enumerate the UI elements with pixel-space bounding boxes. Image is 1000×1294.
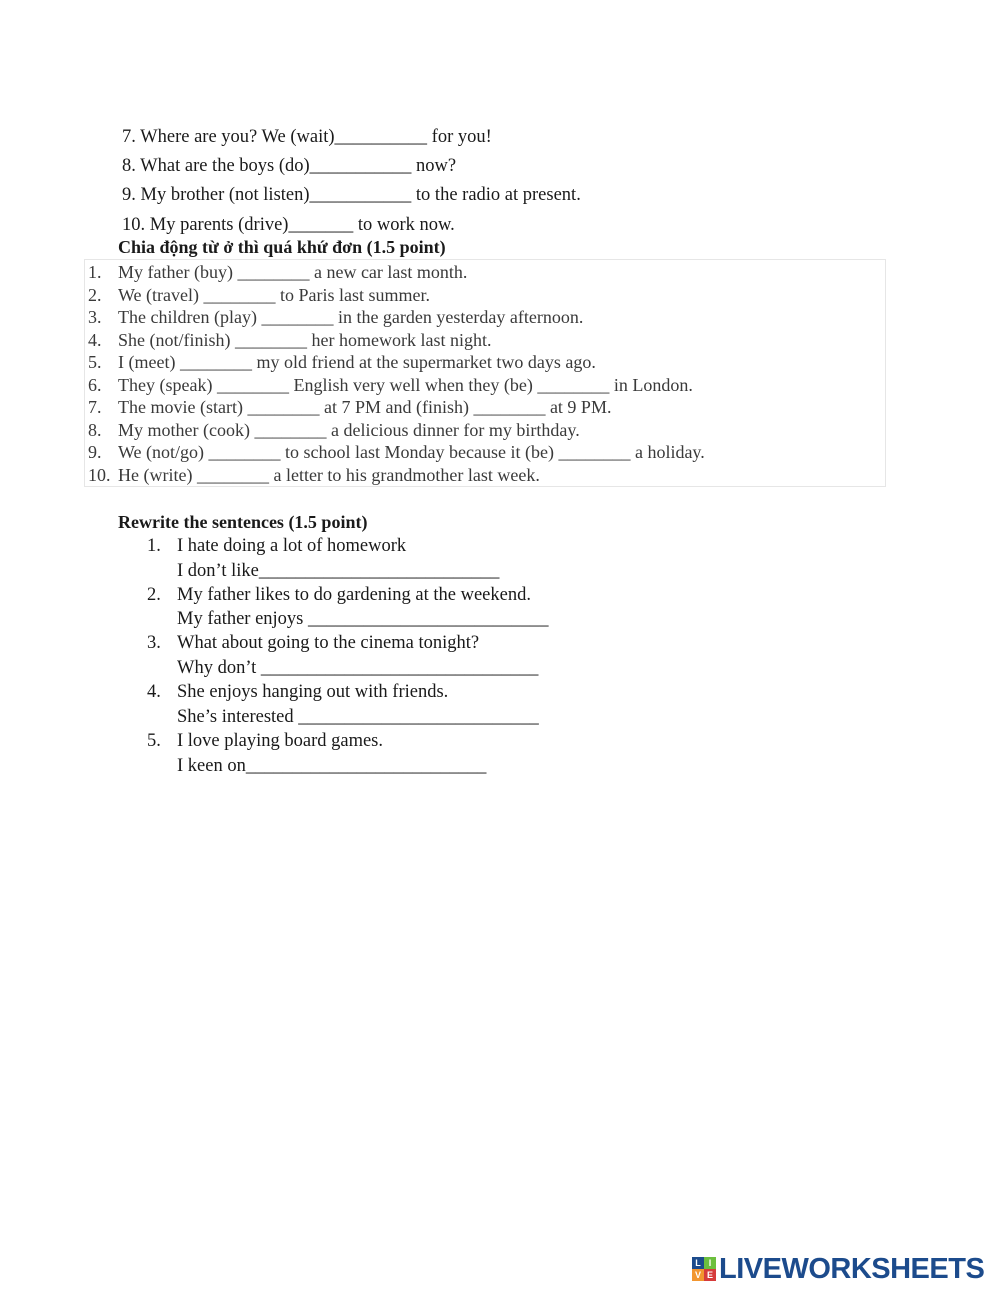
past-item-text: I (meet) ________ my old friend at the supermarket two days ago. (118, 352, 596, 372)
liveworksheets-logo (692, 1254, 984, 1284)
past-item-number: 8. (88, 420, 102, 440)
rewrite-sentence: I hate doing a lot of homework (177, 536, 407, 556)
past-item-text: We (not/go) ________ to school last Monday because it (be) ________ a holiday. (118, 442, 705, 462)
past-item-number: 7. (88, 397, 102, 417)
past-item-text: They (speak) ________ English very well when they (be) ________ in London. (118, 375, 693, 395)
live-logo-icon (692, 1257, 716, 1281)
past-item-text: The children (play) ________ in the garden yesterday afternoon. (118, 307, 584, 327)
past-item-number: 9. (88, 442, 102, 462)
rewrite-sentence: I love playing board games. (177, 731, 384, 751)
logo-letter-i: I (704, 1257, 716, 1269)
rewrite-heading: Rewrite the sentences (1.5 point) (118, 512, 368, 532)
rewrite-item-number: 1. (147, 536, 161, 556)
past-item-number: 1. (88, 262, 102, 282)
logo-letter-v: V (692, 1269, 704, 1281)
rewrite-sentence: My father likes to do gardening at the weekend. (177, 585, 531, 605)
rewrite-sentence: What about going to the cinema tonight? (177, 633, 480, 653)
past-item-text: She (not/finish) ________ her homework last night. (118, 330, 492, 350)
past-item-number: 5. (88, 352, 102, 372)
logo-text: LIVEWORKSHEETS (719, 1252, 985, 1285)
rewrite-item-number: 2. (147, 585, 161, 605)
rewrite-prompt: I keen on__________________________ (177, 756, 487, 776)
rewrite-prompt: I don’t like__________________________ (177, 561, 500, 581)
past-item-text: The movie (start) ________ at 7 PM and (finish) ________ at 9 PM. (118, 397, 612, 417)
past-item-number: 10. (88, 465, 111, 485)
rewrite-item-number: 5. (147, 731, 161, 751)
rewrite-prompt: My father enjoys __________________________ (177, 609, 549, 629)
past-item-text: We (travel) ________ to Paris last summer. (118, 285, 430, 305)
present-item-10: 10. My parents (drive)_______ to work now. (122, 215, 455, 235)
past-item-text: My father (buy) ________ a new car last month. (118, 262, 468, 282)
rewrite-prompt: She’s interested __________________________ (177, 707, 539, 727)
present-item-7: 7. Where are you? We (wait)__________ for you! (122, 127, 492, 147)
past-item-text: He (write) ________ a letter to his grandmother last week. (118, 465, 540, 485)
present-item-9: 9. My brother (not listen)___________ to the radio at present. (122, 185, 581, 205)
past-simple-heading: Chia động từ ở thì quá khứ đơn (1.5 point) (118, 237, 446, 257)
rewrite-item-number: 3. (147, 633, 161, 653)
logo-letter-l: L (692, 1257, 704, 1269)
rewrite-item-number: 4. (147, 682, 161, 702)
logo-letter-e: E (704, 1269, 716, 1281)
past-item-number: 4. (88, 330, 102, 350)
past-item-text: My mother (cook) ________ a delicious dinner for my birthday. (118, 420, 580, 440)
rewrite-prompt: Why don’t ______________________________ (177, 658, 539, 678)
past-item-number: 6. (88, 375, 102, 395)
present-item-8: 8. What are the boys (do)___________ now? (122, 156, 457, 176)
past-item-number: 2. (88, 285, 102, 305)
past-item-number: 3. (88, 307, 102, 327)
rewrite-sentence: She enjoys hanging out with friends. (177, 682, 449, 702)
